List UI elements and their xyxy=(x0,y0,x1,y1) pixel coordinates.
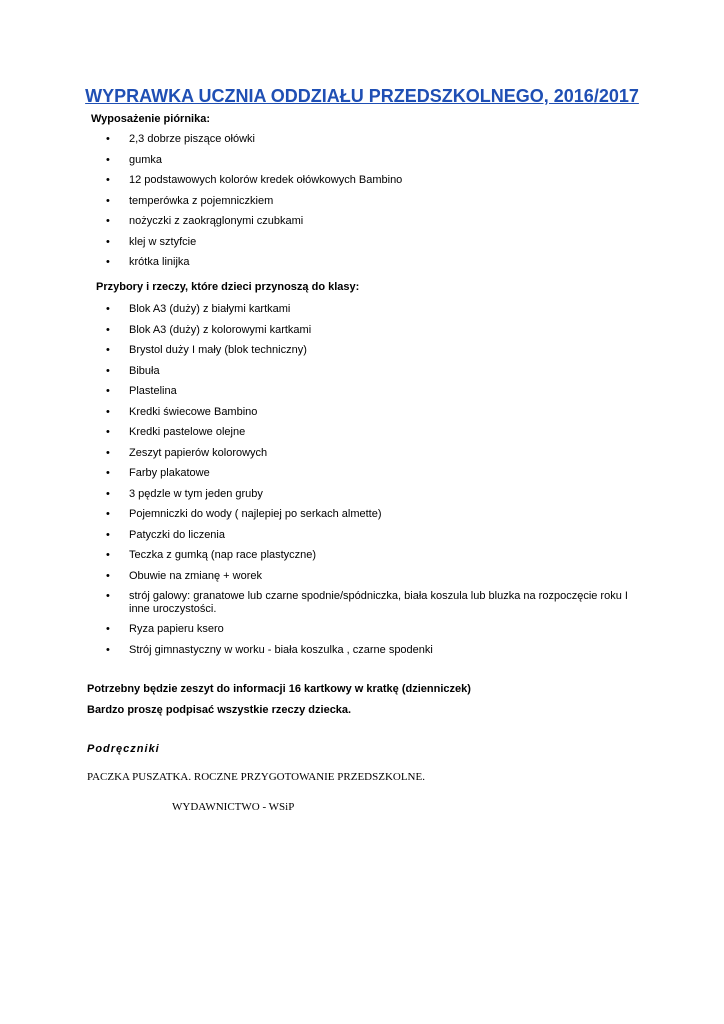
bullet-icon: • xyxy=(106,623,110,635)
list-item-label: Ryza papieru ksero xyxy=(129,623,224,635)
list-item xyxy=(106,154,649,175)
bullet-icon: • xyxy=(106,153,110,166)
list-item-label: gumka xyxy=(129,153,163,166)
bullet-icon: • xyxy=(106,549,110,561)
list-item-label: Obuwie na zmianę + worek xyxy=(129,569,262,582)
list-item xyxy=(106,508,649,529)
bullet-icon: • xyxy=(106,643,110,656)
list-item xyxy=(106,406,649,427)
list-item xyxy=(106,344,649,365)
list-item-label: Teczka z gumką (nap race plastyczne) xyxy=(129,549,317,561)
bullet-icon: • xyxy=(106,385,110,397)
list-item-label: Farby plakatowe xyxy=(129,467,210,479)
bullet-icon: • xyxy=(106,323,110,336)
list-item xyxy=(106,447,649,468)
page-title: WYPRAWKA UCZNIA ODDZIAŁU PRZEDSZKOLNEGO, 2016/2017 xyxy=(85,86,639,106)
list-item-label: Blok A3 (duży) z kolorowymi kartkami xyxy=(129,323,312,336)
list-item xyxy=(106,529,649,550)
list-item xyxy=(106,365,649,386)
pencil-case-heading: Wyposażenie piórnika: xyxy=(91,113,210,125)
list-item xyxy=(106,236,649,257)
bullet-icon: • xyxy=(106,364,110,377)
list-item-label: Kredki pastelowe olejne xyxy=(129,426,246,438)
class-supplies-heading: Przybory i rzeczy, które dzieci przynoszą do klasy: xyxy=(96,281,360,293)
textbook-publisher: WYDAWNICTWO - WSiP xyxy=(172,801,295,813)
bullet-icon: • xyxy=(106,344,110,356)
list-item xyxy=(106,549,649,570)
bullet-icon: • xyxy=(106,446,110,459)
list-item-label: Pojemniczki do wody ( najlepiej po serkach almette) xyxy=(129,508,382,520)
list-item xyxy=(106,324,649,345)
bullet-icon: • xyxy=(106,487,110,500)
list-item-label: Bibuła xyxy=(129,364,160,377)
list-item-label: Brystol duży I mały (blok techniczny) xyxy=(129,344,307,356)
bullet-icon: • xyxy=(106,174,110,186)
bullet-icon: • xyxy=(106,405,110,418)
textbooks-heading: Podręczniki xyxy=(87,743,160,755)
list-item-label: strój galowy: granatowe lub czarne spodnie/spódniczka, biała koszula lub bluzka na rozpoczęcie roku I inne uroczystości. xyxy=(129,590,628,615)
bullet-icon: • xyxy=(106,194,110,207)
bullet-icon: • xyxy=(106,467,110,479)
list-item xyxy=(106,467,649,488)
bullet-icon: • xyxy=(106,590,110,602)
list-item xyxy=(106,174,649,195)
list-item-label: Blok A3 (duży) z białymi kartkami xyxy=(129,303,291,315)
list-item xyxy=(106,623,649,644)
list-item-label: 3 pędzle w tym jeden gruby xyxy=(129,487,263,500)
list-item-label: Patyczki do liczenia xyxy=(129,528,225,541)
textbook-title: PACZKA PUSZATKA. ROCZNE PRZYGOTOWANIE PRZEDSZKOLNE. xyxy=(87,771,425,783)
list-item xyxy=(106,590,649,623)
list-item-label: Kredki świecowe Bambino xyxy=(129,405,258,418)
bullet-icon: • xyxy=(106,426,110,438)
list-item-label: klej w sztyfcie xyxy=(129,235,197,248)
pencil-case-list xyxy=(106,133,649,277)
list-item-label: 12 podstawowych kolorów kredek ołówkowych Bambino xyxy=(129,174,403,186)
list-item xyxy=(106,303,649,324)
list-item-label: Strój gimnastyczny w worku - biała koszulka , czarne spodenki xyxy=(129,643,433,656)
list-item-label: Zeszyt papierów kolorowych xyxy=(129,446,268,459)
list-item-label: Plastelina xyxy=(129,385,177,397)
list-item-label: krótka linijka xyxy=(129,256,190,268)
bullet-icon: • xyxy=(106,528,110,541)
list-item xyxy=(106,215,649,236)
bullet-icon: • xyxy=(106,256,110,268)
notebook-note: Potrzebny będzie zeszyt do informacji 16 kartkowy w kratkę (dzienniczek) xyxy=(87,683,471,695)
list-item xyxy=(106,644,649,665)
bullet-icon: • xyxy=(106,508,110,520)
bullet-icon: • xyxy=(106,569,110,582)
list-item xyxy=(106,570,649,591)
list-item xyxy=(106,426,649,447)
list-item-label: nożyczki z zaokrąglonymi czubkami xyxy=(129,215,304,227)
bullet-icon: • xyxy=(106,215,110,227)
list-item xyxy=(106,256,649,277)
bullet-icon: • xyxy=(106,235,110,248)
bullet-icon: • xyxy=(106,133,110,145)
list-item xyxy=(106,385,649,406)
list-item-label: 2,3 dobrze piszące ołówki xyxy=(129,133,255,145)
list-item xyxy=(106,133,649,154)
sign-items-note: Bardzo proszę podpisać wszystkie rzeczy dziecka. xyxy=(87,704,352,716)
list-item-label: temperówka z pojemniczkiem xyxy=(129,194,274,207)
bullet-icon: • xyxy=(106,303,110,315)
list-item xyxy=(106,195,649,216)
class-supplies-list xyxy=(106,303,649,664)
list-item xyxy=(106,488,649,509)
